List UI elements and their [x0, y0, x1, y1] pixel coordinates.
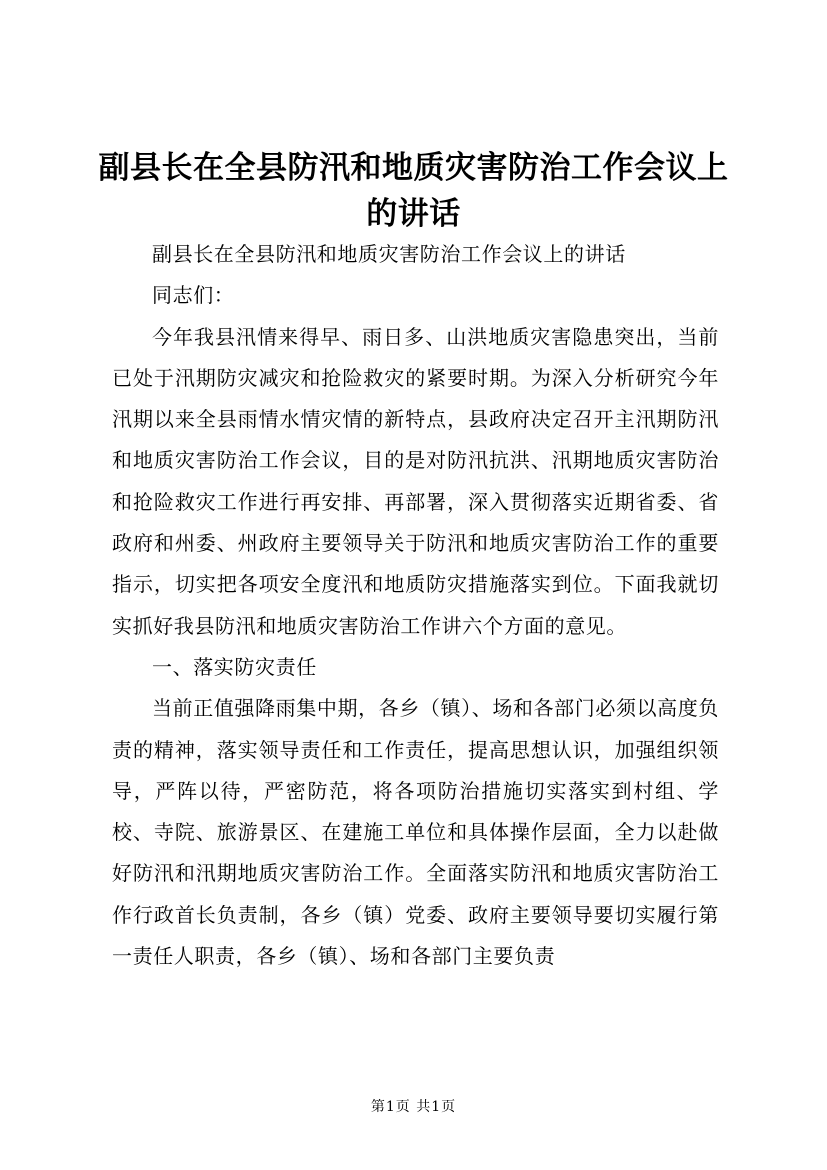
page-footer: 第1页 共1页: [370, 1099, 457, 1115]
section-1-paragraph: 当前正值强降雨集中期，各乡（镇）、场和各部门必须以高度负责的精神，落实领导责任和工作责任，提高思想认识，加强组织领导，严阵以待，严密防范，将各项防治措施切实落实到村组、学校、寺院、旅游景区、在建施工单位和具体操作层面，全力以赴做好防汛和汛期地质灾害防治工作。全面落实防汛和地质灾害防治工作行政首长负责制，各乡（镇）党委、政府主要领导要切实履行第一责任人职责，各乡（镇）、场和各部门主要负责: [112, 696, 719, 969]
section-heading-1: 一、落实防灾责任: [152, 654, 317, 679]
document-title: 副县长在全县防汛和地质灾害防治工作会议上的讲话: [98, 150, 729, 232]
subtitle-paragraph: 副县长在全县防汛和地质灾害防治工作会议上的讲话: [152, 242, 626, 266]
intro-paragraph: 今年我县汛情来得早、雨日多、山洪地质灾害隐患突出，当前已处于汛期防灾减灾和抢险救灾的紧要时期。为深入分析研究今年汛期以来全县雨情水情灾情的新特点，县政府决定召开主汛期防汛和地质灾害防治工作会议，目的是对防汛抗洪、汛期地质灾害防治和抢险救灾工作进行再安排、再部署，深入贯彻落实近期省委、省政府和州委、州政府主要领导关于防汛和地质灾害防治工作的重要指示，切实把各项安全度汛和地质防灾措施落实到位。下面我就切实抓好我县防汛和地质灾害防治工作讲六个方面的意见。: [112, 324, 719, 638]
salutation-paragraph: 同志们：: [152, 283, 235, 308]
document-body: [112, 234, 719, 977]
